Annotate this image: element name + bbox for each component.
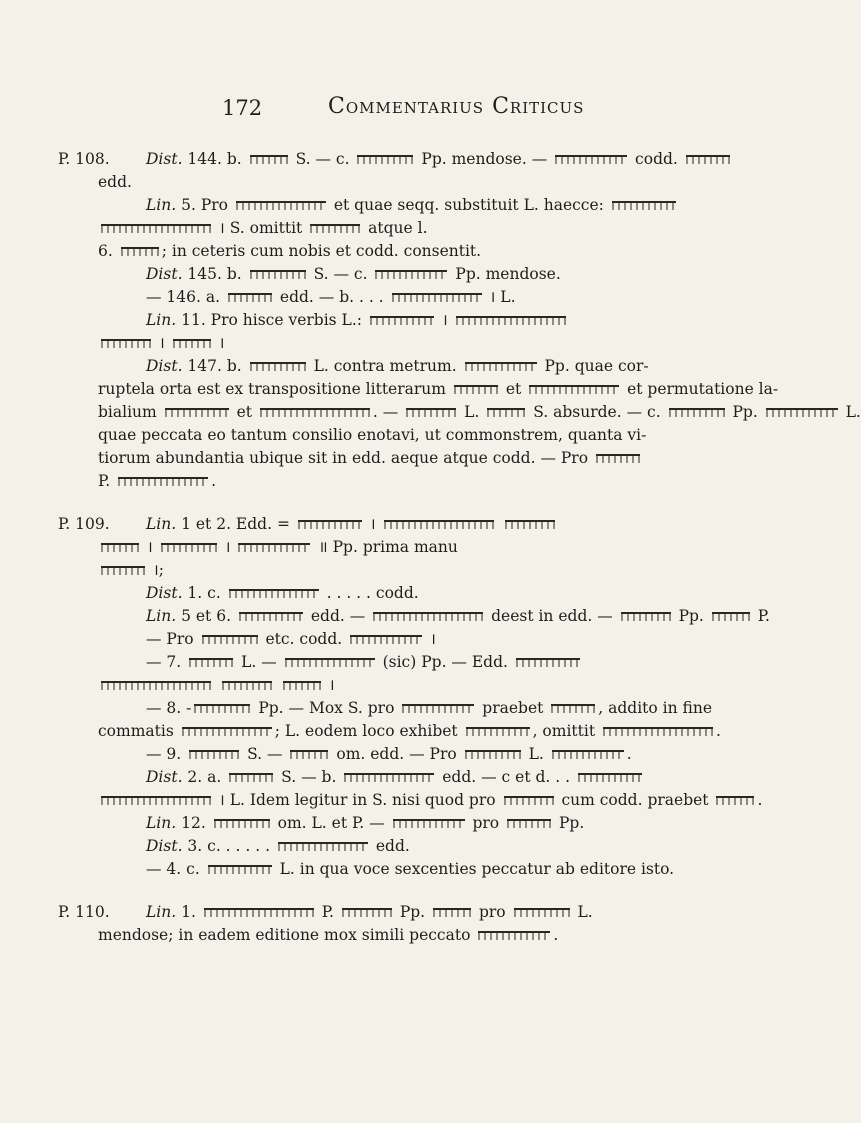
commentary-section <box>58 513 770 881</box>
devanagari-passage <box>716 796 754 807</box>
devanagari-passage <box>712 612 750 623</box>
commentary-section <box>58 901 758 947</box>
devanagari-passage <box>504 796 554 807</box>
commentary-line <box>58 286 758 309</box>
line-text: mendose; in eadem editione mox simili peccato . <box>98 926 559 944</box>
page-header <box>0 92 800 132</box>
commentary-line <box>58 194 758 217</box>
line-text: Lin. 1. P. Pp. pro L. <box>146 903 593 921</box>
devanagari-passage <box>283 681 321 692</box>
devanagari-passage <box>578 773 642 784</box>
line-text: Dist. 144. b. S. — c. Pp. mendose. — codd. <box>146 148 758 171</box>
devanagari-passage <box>173 339 211 350</box>
line-text: Dist. 1. c. . . . . . codd. <box>146 584 419 602</box>
line-text: P. . <box>98 472 217 490</box>
devanagari-passage <box>228 293 272 304</box>
devanagari-passage <box>612 201 676 212</box>
devanagari-passage <box>239 612 303 623</box>
devanagari-passage <box>478 931 550 942</box>
line-text: Lin. 5 et 6. edd. — deest in edd. — Pp. P. <box>146 607 770 625</box>
commentary-line <box>58 605 770 628</box>
devanagari-passage <box>344 773 434 784</box>
devanagari-passage <box>465 362 537 373</box>
page-number: 172 <box>222 96 263 120</box>
devanagari-passage <box>238 543 310 554</box>
commentary-line <box>58 401 861 424</box>
line-text: । L. Idem legitur in S. nisi quod pro cum codd. praebet . <box>98 789 758 812</box>
page-reference: P. 109. <box>58 515 110 533</box>
commentary-line <box>58 901 758 924</box>
line-text: commatis ; L. eodem loco exhibet , omittit . <box>98 722 721 740</box>
devanagari-passage <box>596 454 640 465</box>
devanagari-passage <box>260 408 370 419</box>
devanagari-passage <box>118 477 208 488</box>
devanagari-passage <box>406 408 456 419</box>
commentary-line <box>58 332 758 355</box>
commentary-line <box>58 835 758 858</box>
commentary-line <box>58 559 758 582</box>
devanagari-passage <box>101 224 211 235</box>
line-text: edd. <box>98 173 132 191</box>
commentary-line <box>58 858 758 881</box>
devanagari-passage <box>350 635 422 646</box>
line-text: quae peccata eo tantum consilio enotavi, ut commonstrem, quanta vi- <box>98 426 647 444</box>
commentary-line <box>58 743 758 766</box>
line-text: । । ॥ Pp. prima manu <box>98 536 758 559</box>
page-reference: P. 110. <box>58 903 110 921</box>
devanagari-passage <box>161 543 217 554</box>
devanagari-passage <box>514 908 570 919</box>
devanagari-passage <box>603 727 713 738</box>
devanagari-passage <box>357 155 413 166</box>
commentary-line <box>58 536 758 559</box>
line-text: ।; <box>98 559 758 582</box>
commentary-line <box>58 424 758 447</box>
commentary-line <box>58 812 758 835</box>
line-text: — 8. - Pp. — Mox S. pro praebet , addito in fine <box>146 699 713 717</box>
devanagari-passage <box>290 750 328 761</box>
commentary-line <box>58 924 758 947</box>
devanagari-passage <box>121 247 159 258</box>
devanagari-passage <box>505 520 555 531</box>
devanagari-passage <box>555 155 627 166</box>
devanagari-passage <box>101 796 211 807</box>
devanagari-passage <box>507 819 551 830</box>
devanagari-passage <box>456 316 566 327</box>
devanagari-passage <box>375 270 447 281</box>
line-text: । S. omittit atque l. <box>98 217 758 240</box>
commentary-line <box>58 582 758 605</box>
commentary-line <box>58 148 758 171</box>
devanagari-passage <box>101 339 151 350</box>
commentary-line <box>58 470 758 493</box>
commentary-line <box>58 674 758 697</box>
devanagari-passage <box>466 727 530 738</box>
line-text: । <box>98 674 758 697</box>
commentary-line <box>58 628 758 651</box>
devanagari-passage <box>278 842 368 853</box>
devanagari-passage <box>285 658 375 669</box>
devanagari-passage <box>669 408 725 419</box>
line-text: — Pro etc. codd. । <box>146 630 436 648</box>
devanagari-passage <box>182 727 272 738</box>
devanagari-passage <box>310 224 360 235</box>
devanagari-passage <box>529 385 619 396</box>
commentary-line <box>58 217 758 240</box>
devanagari-passage <box>402 704 474 715</box>
line-text: — 4. c. L. in qua voce sexcenties peccatur ab editore isto. <box>146 860 675 878</box>
commentary-line <box>58 378 779 401</box>
devanagari-passage <box>250 362 306 373</box>
line-text: Lin. 11. Pro hisce verbis L.: । <box>146 309 758 332</box>
devanagari-passage <box>229 773 273 784</box>
devanagari-passage <box>373 612 483 623</box>
devanagari-passage <box>551 704 595 715</box>
devanagari-passage <box>465 750 521 761</box>
devanagari-passage <box>392 293 482 304</box>
devanagari-passage <box>342 908 392 919</box>
line-text: । । <box>98 332 758 355</box>
devanagari-passage <box>208 865 272 876</box>
devanagari-passage <box>101 681 211 692</box>
line-text: bialium et . — L. S. absurde. — c. Pp. L. <box>98 403 861 421</box>
line-text: tiorum abundantia ubique sit in edd. aeque atque codd. — Pro <box>98 447 758 470</box>
devanagari-passage <box>214 819 270 830</box>
devanagari-passage <box>165 408 229 419</box>
commentary-line <box>58 309 758 332</box>
line-text: Dist. 147. b. L. contra metrum. Pp. quae cor- <box>146 357 649 375</box>
line-text: Lin. 12. om. L. et P. — pro Pp. <box>146 814 585 832</box>
line-text: Lin. 5. Pro et quae seqq. substituit L. haecce: <box>146 194 758 217</box>
devanagari-passage <box>204 908 314 919</box>
devanagari-passage <box>250 270 306 281</box>
devanagari-passage <box>384 520 494 531</box>
commentary-line <box>58 240 758 263</box>
devanagari-passage <box>202 635 258 646</box>
devanagari-passage <box>370 316 434 327</box>
devanagari-passage <box>101 566 145 577</box>
commentary-line <box>58 447 758 470</box>
devanagari-passage <box>229 589 319 600</box>
line-text: Lin. 1 et 2. Edd. = । <box>146 513 758 536</box>
line-text: Dist. 145. b. S. — c. Pp. mendose. <box>146 265 561 283</box>
devanagari-passage <box>189 750 239 761</box>
devanagari-passage <box>433 908 471 919</box>
line-text: 6. ; in ceteris cum nobis et codd. consentit. <box>98 242 482 260</box>
commentary-line <box>58 720 758 743</box>
devanagari-passage <box>516 658 580 669</box>
devanagari-passage <box>487 408 525 419</box>
commentary-line <box>58 651 758 674</box>
commentary-body <box>58 148 861 947</box>
devanagari-passage <box>454 385 498 396</box>
line-text: Dist. 3. c. . . . . . edd. <box>146 837 410 855</box>
commentary-line <box>58 766 758 789</box>
devanagari-passage <box>686 155 730 166</box>
devanagari-passage <box>236 201 326 212</box>
running-title: Commentarius Criticus <box>328 94 585 119</box>
commentary-line <box>58 355 758 378</box>
devanagari-passage <box>250 155 288 166</box>
commentary-line <box>58 697 758 720</box>
line-text: — 9. S. — om. edd. — Pro L. . <box>146 745 632 763</box>
devanagari-passage <box>766 408 838 419</box>
line-text: — 7. L. — (sic) Pp. — Edd. <box>146 651 758 674</box>
line-text: ruptela orta est ex transpositione litterarum et et permutatione la- <box>98 380 779 398</box>
devanagari-passage <box>101 543 139 554</box>
commentary-line <box>58 263 758 286</box>
page-reference: P. 108. <box>58 150 110 168</box>
devanagari-passage <box>222 681 272 692</box>
commentary-line <box>58 789 763 812</box>
commentary-section <box>58 148 861 493</box>
commentary-line <box>58 513 758 536</box>
line-text: — 146. a. edd. — b. . . . । L. <box>146 288 516 306</box>
devanagari-passage <box>552 750 624 761</box>
devanagari-passage <box>621 612 671 623</box>
line-text: Dist. 2. a. S. — b. edd. — c et d. . . <box>146 766 758 789</box>
devanagari-passage <box>393 819 465 830</box>
devanagari-passage <box>189 658 233 669</box>
devanagari-passage <box>298 520 362 531</box>
commentary-line <box>58 171 758 194</box>
devanagari-passage <box>194 704 250 715</box>
